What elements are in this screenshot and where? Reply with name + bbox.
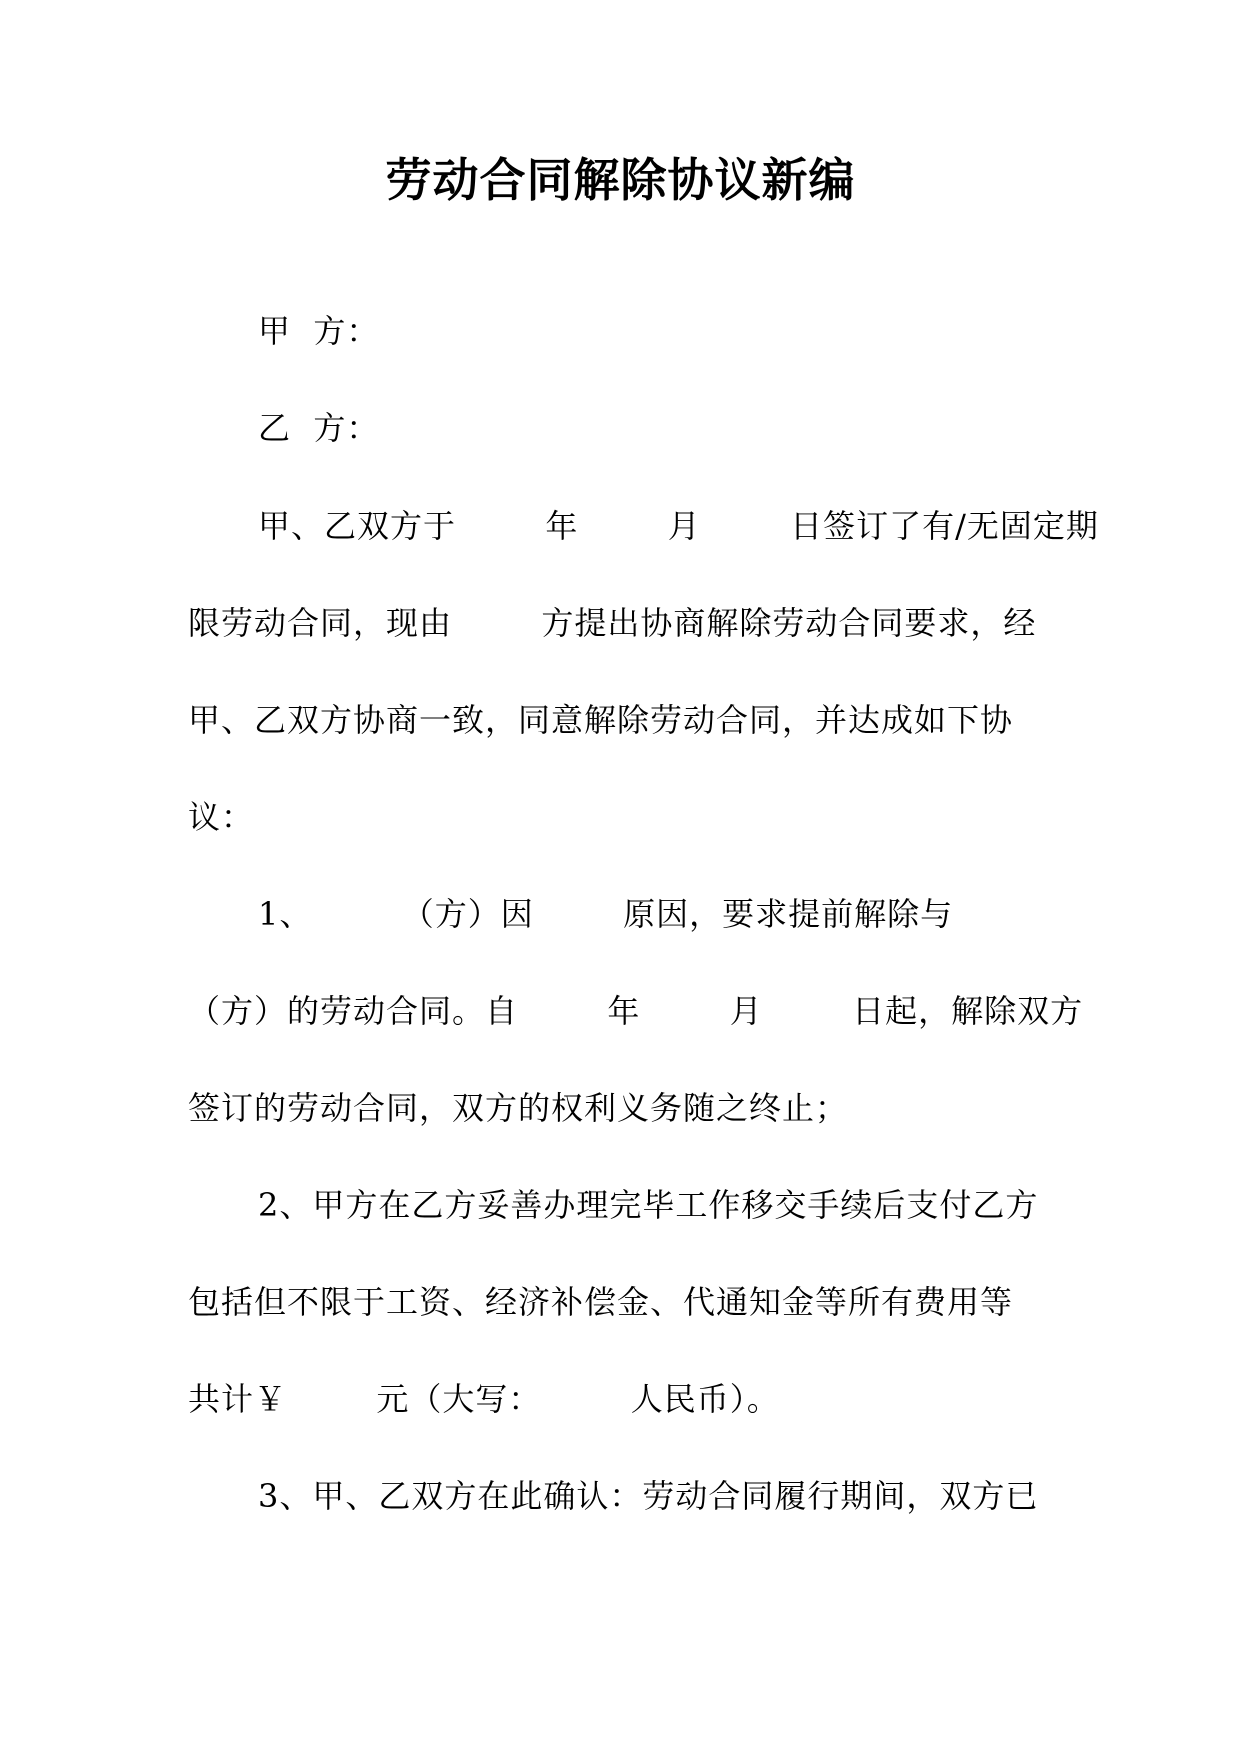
body-line: 议： (188, 798, 255, 836)
clause-2-line: 2、甲方在乙方妥善办理完毕工作移交手续后支付乙方 (258, 1186, 1039, 1224)
party-a-label: 甲 方： (258, 312, 380, 350)
document-title: 劳动合同解除协议新编 (385, 153, 856, 207)
body-line: 限劳动合同，现由 方提出协商解除劳动合同要求，经 (188, 604, 1037, 642)
clause-1-line: （方）的劳动合同。自 年 月 日起，解除双方 (188, 992, 1084, 1030)
party-b-label: 乙 方： (258, 409, 380, 447)
clause-3-line: 3、甲、乙双方在此确认：劳动合同履行期间，双方已 (258, 1477, 1039, 1515)
clause-1-line: 1、 （方）因 原因，要求提前解除与 (258, 895, 954, 933)
clause-2-line: 包括但不限于工资、经济补偿金、代通知金等所有费用等 (188, 1283, 1014, 1321)
clause-2-line: 共计￥ 元（大写： 人民币）。 (188, 1380, 780, 1418)
clause-1-line: 签订的劳动合同，双方的权利义务随之终止； (188, 1089, 849, 1127)
body-line: 甲、乙双方于 年 月 日签订了有/无固定期 (258, 507, 1099, 545)
body-line: 甲、乙双方协商一致，同意解除劳动合同，并达成如下协 (188, 701, 1014, 739)
